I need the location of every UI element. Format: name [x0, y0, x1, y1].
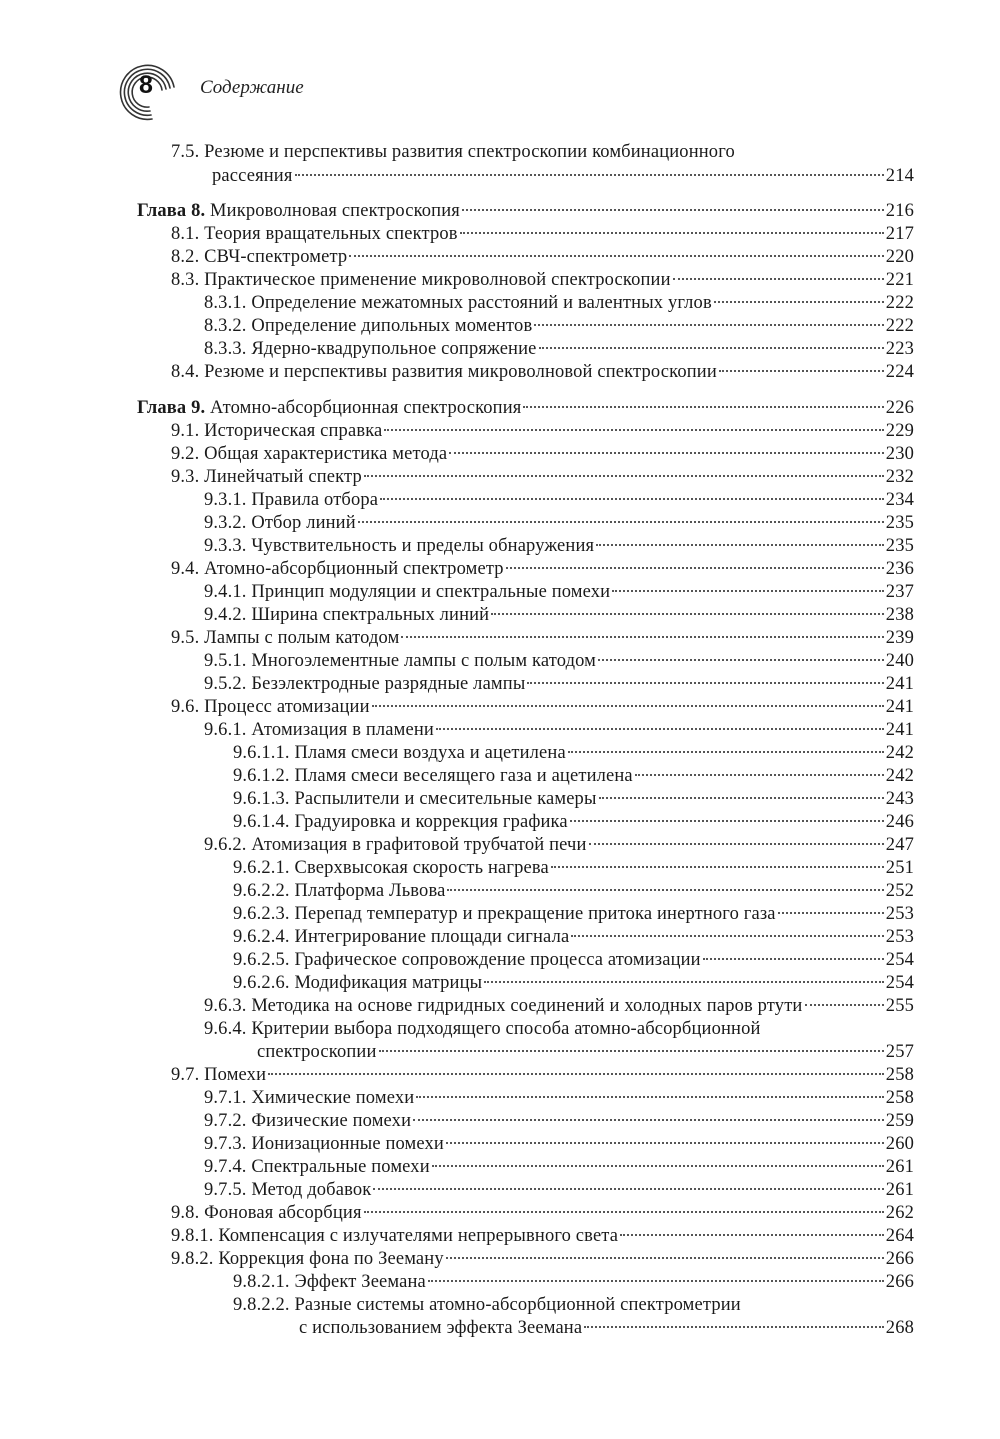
section-number: 9.7.5.	[204, 1180, 247, 1200]
section-number: 7.5.	[171, 142, 200, 162]
toc-entry-title	[171, 626, 399, 650]
section-number: 9.4.1.	[204, 582, 247, 602]
toc-entry-title	[204, 718, 434, 742]
toc-entry-title	[171, 442, 447, 466]
toc-entry-title	[233, 1293, 741, 1317]
toc-entry[interactable]	[233, 902, 914, 926]
page-number: 258	[885, 1088, 914, 1108]
page-number: 241	[885, 697, 914, 717]
toc-entry[interactable]	[171, 1224, 914, 1248]
dot-leader	[379, 1046, 884, 1052]
toc-entry[interactable]	[204, 534, 914, 558]
dot-leader	[599, 793, 884, 799]
dot-leader	[373, 1184, 883, 1190]
toc-entry[interactable]	[204, 718, 914, 742]
page-number: 229	[885, 421, 914, 441]
toc-entry-text: Принцип модуляции и спектральные помехи	[251, 582, 611, 602]
toc-entry-text: Эффект Зеемана	[294, 1272, 426, 1292]
toc-entry-title	[233, 741, 566, 765]
section-number: 9.8.2.2.	[233, 1295, 290, 1315]
section-number: 8.4.	[171, 362, 200, 382]
toc-entry-text: Определение межатомных расстояний и валентных углов	[251, 293, 712, 313]
toc-entry-text: Распылители и смесительные камеры	[294, 789, 597, 809]
toc-entry-text: Безэлектродные разрядные лампы	[251, 674, 526, 694]
page-number: 261	[885, 1180, 914, 1200]
toc-entry[interactable]	[233, 764, 914, 788]
page-number: 254	[885, 973, 914, 993]
dot-leader	[380, 494, 884, 500]
page-number: 8	[139, 71, 153, 99]
section-number: 9.5.	[171, 628, 200, 648]
section-number: 9.6.1.	[204, 720, 247, 740]
toc-entry-title	[171, 140, 735, 164]
section-number: 9.7.1.	[204, 1088, 247, 1108]
dot-leader	[523, 402, 883, 408]
page-number: 243	[885, 789, 914, 809]
dot-leader	[703, 954, 884, 960]
toc-entry-title	[204, 1109, 411, 1133]
section-number: 9.7.3.	[204, 1134, 247, 1154]
page-number: 220	[885, 247, 914, 267]
toc-entry[interactable]	[171, 245, 914, 269]
toc-entry[interactable]	[204, 1017, 761, 1041]
section-number: 9.6.4.	[204, 1019, 247, 1039]
page-number: 226	[885, 398, 914, 418]
page-number: 262	[885, 1203, 914, 1223]
dot-leader	[358, 517, 884, 523]
page-number: 258	[885, 1065, 914, 1085]
toc-entry-title	[137, 199, 460, 223]
toc-entry[interactable]	[171, 1063, 914, 1087]
toc-entry-title	[204, 672, 525, 696]
toc-entry[interactable]	[204, 314, 914, 338]
dot-leader	[372, 701, 884, 707]
toc-entry-text: Интегрирование площади сигнала	[294, 927, 570, 947]
dot-leader	[432, 1161, 884, 1167]
page-number: 242	[885, 766, 914, 786]
toc-entry-title	[204, 580, 610, 604]
toc-entry-text: Компенсация с излучателями непрерывного света	[218, 1226, 619, 1246]
toc-entry-text: Градуировка и коррекция графика	[294, 812, 568, 832]
section-number: 8.2.	[171, 247, 200, 267]
dot-leader	[589, 839, 884, 845]
toc-entry-title	[233, 879, 445, 903]
dot-leader	[416, 1092, 884, 1098]
dot-leader	[620, 1230, 884, 1236]
page-number: 254	[885, 950, 914, 970]
page-number: 224	[885, 362, 914, 382]
toc-entry-title	[171, 695, 370, 719]
toc-entry[interactable]	[204, 672, 914, 696]
section-number: 9.8.1.	[171, 1226, 214, 1246]
toc-entry[interactable]	[204, 488, 914, 512]
toc-entry[interactable]	[233, 879, 914, 903]
section-number: 9.6.	[171, 697, 200, 717]
toc-entry-title	[233, 810, 568, 834]
section-number: 9.4.	[171, 559, 200, 579]
dot-leader	[268, 1069, 884, 1075]
toc-entry[interactable]	[171, 222, 914, 246]
page-number: 257	[885, 1042, 914, 1062]
toc-entry-text: Перепад температур и прекращение притока инертного газа	[294, 904, 776, 924]
dot-leader	[484, 977, 884, 983]
page-number: 216	[885, 201, 914, 221]
dot-leader	[714, 297, 884, 303]
toc-entry-title	[204, 1155, 430, 1179]
toc-entry[interactable]	[137, 199, 914, 223]
dot-leader	[462, 205, 884, 211]
section-number: 9.7.2.	[204, 1111, 247, 1131]
page-number: 253	[885, 927, 914, 947]
toc-entry-text: Графическое сопровождение процесса атомизации	[294, 950, 701, 970]
toc-entry-text: Коррекция фона по Зееману	[218, 1249, 444, 1269]
toc-entry-title	[204, 534, 594, 558]
toc-entry-text: Резюме и перспективы развития микроволновой спектроскопии	[204, 362, 717, 382]
toc-entry-text: Теория вращательных спектров	[204, 224, 458, 244]
toc-entry-continuation[interactable]	[257, 1040, 914, 1064]
section-number: 9.6.1.1.	[233, 743, 290, 763]
toc-entry-title	[137, 396, 521, 420]
toc-entry[interactable]	[204, 1178, 914, 1202]
chapter-number: Глава 9.	[137, 398, 206, 418]
section-number: 9.2.	[171, 444, 200, 464]
section-number: 9.6.1.2.	[233, 766, 290, 786]
toc-entry[interactable]	[171, 1247, 914, 1271]
page-number: 246	[885, 812, 914, 832]
page-number: 234	[885, 490, 914, 510]
section-number: 8.3.1.	[204, 293, 247, 313]
toc-entry-title	[204, 291, 712, 315]
section-number: 8.3.3.	[204, 339, 247, 359]
toc-entry-text: Практическое применение микроволновой спектроскопии	[204, 270, 671, 290]
section-number: 9.1.	[171, 421, 200, 441]
toc-entry-title	[233, 787, 597, 811]
page-number: 235	[885, 513, 914, 533]
toc-entry-text: Модификация матрицы	[294, 973, 483, 993]
toc-entry-text: Химические помехи	[251, 1088, 415, 1108]
page-number: 217	[885, 224, 914, 244]
toc-entry-text: Ядерно-квадрупольное сопряжение	[251, 339, 537, 359]
toc-entry[interactable]	[171, 268, 914, 292]
page-number: 240	[885, 651, 914, 671]
section-number: 9.3.	[171, 467, 200, 487]
toc-entry[interactable]	[233, 1293, 741, 1317]
toc-entry-text: Сверхвысокая скорость нагрева	[294, 858, 549, 878]
running-title: Содержание	[200, 77, 304, 98]
dot-leader	[491, 609, 884, 615]
toc-entry-title	[233, 902, 776, 926]
page-number: 266	[885, 1249, 914, 1269]
dot-leader	[539, 343, 884, 349]
section-number: 9.6.2.3.	[233, 904, 290, 924]
section-number: 9.3.2.	[204, 513, 247, 533]
dot-leader	[436, 724, 884, 730]
page-number: 235	[885, 536, 914, 556]
section-number: 9.8.2.1.	[233, 1272, 290, 1292]
toc-entry[interactable]	[233, 810, 914, 834]
toc-entry[interactable]	[171, 442, 914, 466]
toc-entry[interactable]	[171, 419, 914, 443]
toc-entry-text: Чувствительность и пределы обнаружения	[251, 536, 595, 556]
dot-leader	[568, 747, 884, 753]
dot-leader	[571, 931, 883, 937]
toc-entry-text: Пламя смеси воздуха и ацетилена	[294, 743, 566, 763]
page-number: 247	[885, 835, 914, 855]
page-number: 252	[885, 881, 914, 901]
dot-leader	[449, 448, 884, 454]
page-number: 255	[885, 996, 914, 1016]
toc-entry-title	[233, 971, 482, 995]
toc-entry-text: Микроволновая спектроскопия	[210, 201, 460, 221]
dot-leader	[413, 1115, 884, 1121]
toc-entry-title	[204, 603, 489, 627]
section-number: 9.8.2.	[171, 1249, 214, 1269]
toc-entry-title	[171, 1201, 362, 1225]
page-number: 241	[885, 674, 914, 694]
dot-leader	[384, 425, 883, 431]
toc-entry-text: СВЧ-спектрометр	[204, 247, 348, 267]
toc-entry-text: Ионизационные помехи	[251, 1134, 444, 1154]
toc-entry-text: Фоновая абсорбция	[204, 1203, 362, 1223]
toc-entry-title	[171, 360, 717, 384]
section-number: 9.6.2.2.	[233, 881, 290, 901]
toc-entry[interactable]	[233, 925, 914, 949]
toc-entry[interactable]	[171, 465, 914, 489]
page-number: 259	[885, 1111, 914, 1131]
page-number: 222	[885, 293, 914, 313]
toc-entry-title	[204, 649, 596, 673]
dot-leader	[446, 1253, 884, 1259]
toc-entry-title	[171, 1247, 444, 1271]
toc-entry-text: Платформа Львова	[294, 881, 446, 901]
section-number: 9.6.2.	[204, 835, 247, 855]
page-header	[112, 58, 412, 128]
toc-entry-title	[171, 222, 458, 246]
section-number: 9.7.	[171, 1065, 200, 1085]
section-number: 9.3.3.	[204, 536, 247, 556]
section-number: 9.6.2.5.	[233, 950, 290, 970]
toc-entry[interactable]	[233, 856, 914, 880]
section-number: 9.6.1.3.	[233, 789, 290, 809]
section-number: 9.6.1.4.	[233, 812, 290, 832]
toc-entry[interactable]	[204, 580, 914, 604]
dot-leader	[719, 366, 884, 372]
page-number: 237	[885, 582, 914, 602]
toc-entry[interactable]	[171, 557, 914, 581]
page-number: 251	[885, 858, 914, 878]
toc-entry[interactable]	[204, 833, 914, 857]
page-number: 232	[885, 467, 914, 487]
toc-entry-title	[204, 488, 378, 512]
toc-entry[interactable]	[171, 140, 735, 164]
toc-entry-text: Спектральные помехи	[251, 1157, 430, 1177]
toc-entry-text: Критерии выбора подходящего способа атомно-абсорбционной	[251, 1019, 761, 1039]
page-number: 222	[885, 316, 914, 336]
toc-entry-text: Разные системы атомно-абсорбционной спектрометрии	[294, 1295, 741, 1315]
dot-leader	[527, 678, 883, 684]
toc-entry[interactable]	[233, 741, 914, 765]
toc-entry[interactable]	[171, 1201, 914, 1225]
toc-entry[interactable]	[204, 337, 914, 361]
toc-entry-text: Атомизация в пламени	[251, 720, 434, 740]
toc-entry[interactable]	[233, 948, 914, 972]
page-number: 242	[885, 743, 914, 763]
toc-entry-title	[204, 1178, 371, 1202]
toc-entry-text: Правила отбора	[251, 490, 379, 510]
dot-leader	[778, 908, 884, 914]
page-number: 223	[885, 339, 914, 359]
dot-leader	[349, 251, 883, 257]
toc-entry-text: Физические помехи	[251, 1111, 412, 1131]
page-number: 253	[885, 904, 914, 924]
dot-leader	[551, 862, 884, 868]
section-number: 9.7.4.	[204, 1157, 247, 1177]
toc-entry-title	[204, 1132, 444, 1156]
toc-entry[interactable]	[171, 626, 914, 650]
toc-entry-text: Линейчатый спектр	[204, 467, 362, 487]
dot-leader	[401, 632, 883, 638]
toc-entry[interactable]	[204, 1109, 914, 1133]
section-number: 8.3.2.	[204, 316, 247, 336]
toc-entry[interactable]	[204, 1086, 914, 1110]
dot-leader	[612, 586, 884, 592]
toc-entry-title	[233, 856, 549, 880]
toc-entry[interactable]	[204, 291, 914, 315]
dot-leader	[446, 1138, 884, 1144]
toc-entry[interactable]	[233, 971, 914, 995]
page-number: 241	[885, 720, 914, 740]
toc-entry-title	[233, 948, 701, 972]
page-number: 239	[885, 628, 914, 648]
toc-entry-title	[204, 1017, 761, 1041]
toc-entry-text: Процесс атомизации	[204, 697, 370, 717]
dot-leader	[635, 770, 884, 776]
page-number: 261	[885, 1157, 914, 1177]
section-number: 9.6.2.4.	[233, 927, 290, 947]
section-number: 9.5.2.	[204, 674, 247, 694]
page-number: 214	[885, 166, 914, 186]
page-number: 221	[885, 270, 914, 290]
page-number: 260	[885, 1134, 914, 1154]
toc-entry-text: Общая характеристика метода	[204, 444, 448, 464]
toc-entry-title	[171, 1063, 266, 1087]
toc-entry-text: Определение дипольных моментов	[251, 316, 533, 336]
toc-entry-title	[171, 419, 382, 443]
toc-entry-title	[171, 245, 347, 269]
toc-entry-text-cont: с использованием эффекта Зеемана	[299, 1318, 583, 1338]
toc-entry-text: Атомно-абсорбционная спектроскопия	[210, 398, 522, 418]
toc-entry-text: Историческая справка	[204, 421, 383, 441]
toc-entry-text: Резюме и перспективы развития спектроскопии комбинационного	[204, 142, 735, 162]
dot-leader	[295, 170, 884, 176]
toc-entry-title	[171, 268, 671, 292]
page-number: 236	[885, 559, 914, 579]
toc-entry-text-cont: рассеяния	[212, 166, 293, 186]
toc-entry[interactable]	[204, 511, 914, 535]
toc-entry-title	[204, 994, 803, 1018]
toc-entry-continuation[interactable]	[299, 1316, 914, 1340]
toc-entry-text: Лампы с полым катодом	[204, 628, 400, 648]
dot-leader	[534, 320, 883, 326]
toc-entry-title	[233, 925, 569, 949]
page-number: 264	[885, 1226, 914, 1246]
toc-entry[interactable]	[204, 649, 914, 673]
toc-entry-text: Метод добавок	[251, 1180, 372, 1200]
page-number: 230	[885, 444, 914, 464]
toc-entry[interactable]	[171, 360, 914, 384]
chapter-number: Глава 8.	[137, 201, 206, 221]
toc-entry[interactable]	[204, 1132, 914, 1156]
toc-entry-text: Методика на основе гидридных соединений и холодных паров ртути	[251, 996, 803, 1016]
toc-entry-title	[233, 764, 633, 788]
toc-entry-title	[204, 337, 537, 361]
section-number: 9.6.2.6.	[233, 973, 290, 993]
section-number: 8.1.	[171, 224, 200, 244]
toc-entry-text: Отбор линий	[251, 513, 356, 533]
toc-entry-continuation[interactable]	[212, 164, 914, 188]
dot-leader	[428, 1276, 884, 1282]
toc-entry-text-cont: спектроскопии	[257, 1042, 377, 1062]
toc-entry-title	[204, 833, 587, 857]
toc-entry-text: Многоэлементные лампы с полым катодом	[251, 651, 597, 671]
dot-leader	[364, 471, 884, 477]
toc-entry-text: Атомно-абсорбционный спектрометр	[204, 559, 504, 579]
page-number: 268	[885, 1318, 914, 1338]
section-number: 8.3.	[171, 270, 200, 290]
toc-entry-text: Атомизация в графитовой трубчатой печи	[251, 835, 587, 855]
toc-entry-title	[204, 1086, 414, 1110]
toc-entry-title	[171, 1224, 618, 1248]
dot-leader	[805, 1000, 884, 1006]
toc-entry[interactable]	[137, 396, 914, 420]
section-number: 9.5.1.	[204, 651, 247, 671]
toc-entry[interactable]	[171, 695, 914, 719]
section-number: 9.6.3.	[204, 996, 247, 1016]
toc-entry-title	[171, 465, 362, 489]
dot-leader	[447, 885, 883, 891]
dot-leader	[673, 274, 884, 280]
toc-entry[interactable]	[204, 1155, 914, 1179]
toc-entry-title	[204, 314, 532, 338]
section-number: 9.8.	[171, 1203, 200, 1223]
section-number: 9.4.2.	[204, 605, 247, 625]
dot-leader	[460, 228, 884, 234]
toc-entry-title	[204, 511, 356, 535]
dot-leader	[506, 563, 884, 569]
dot-leader	[364, 1207, 884, 1213]
toc-entry[interactable]	[204, 603, 914, 627]
toc-entry-title	[171, 557, 504, 581]
dot-leader	[596, 540, 884, 546]
toc-entry[interactable]	[204, 994, 914, 1018]
dot-leader	[584, 1322, 884, 1328]
toc-entry-text: Ширина спектральных линий	[251, 605, 490, 625]
dot-leader	[598, 655, 884, 661]
toc-entry[interactable]	[233, 787, 914, 811]
toc-entry[interactable]	[233, 1270, 914, 1294]
section-number: 9.6.2.1.	[233, 858, 290, 878]
section-number: 9.3.1.	[204, 490, 247, 510]
page-number: 238	[885, 605, 914, 625]
toc-entry-text: Помехи	[204, 1065, 267, 1085]
toc-entry-text: Пламя смеси веселящего газа и ацетилена	[294, 766, 633, 786]
dot-leader	[570, 816, 884, 822]
page-number: 266	[885, 1272, 914, 1292]
toc-entry-title	[233, 1270, 426, 1294]
